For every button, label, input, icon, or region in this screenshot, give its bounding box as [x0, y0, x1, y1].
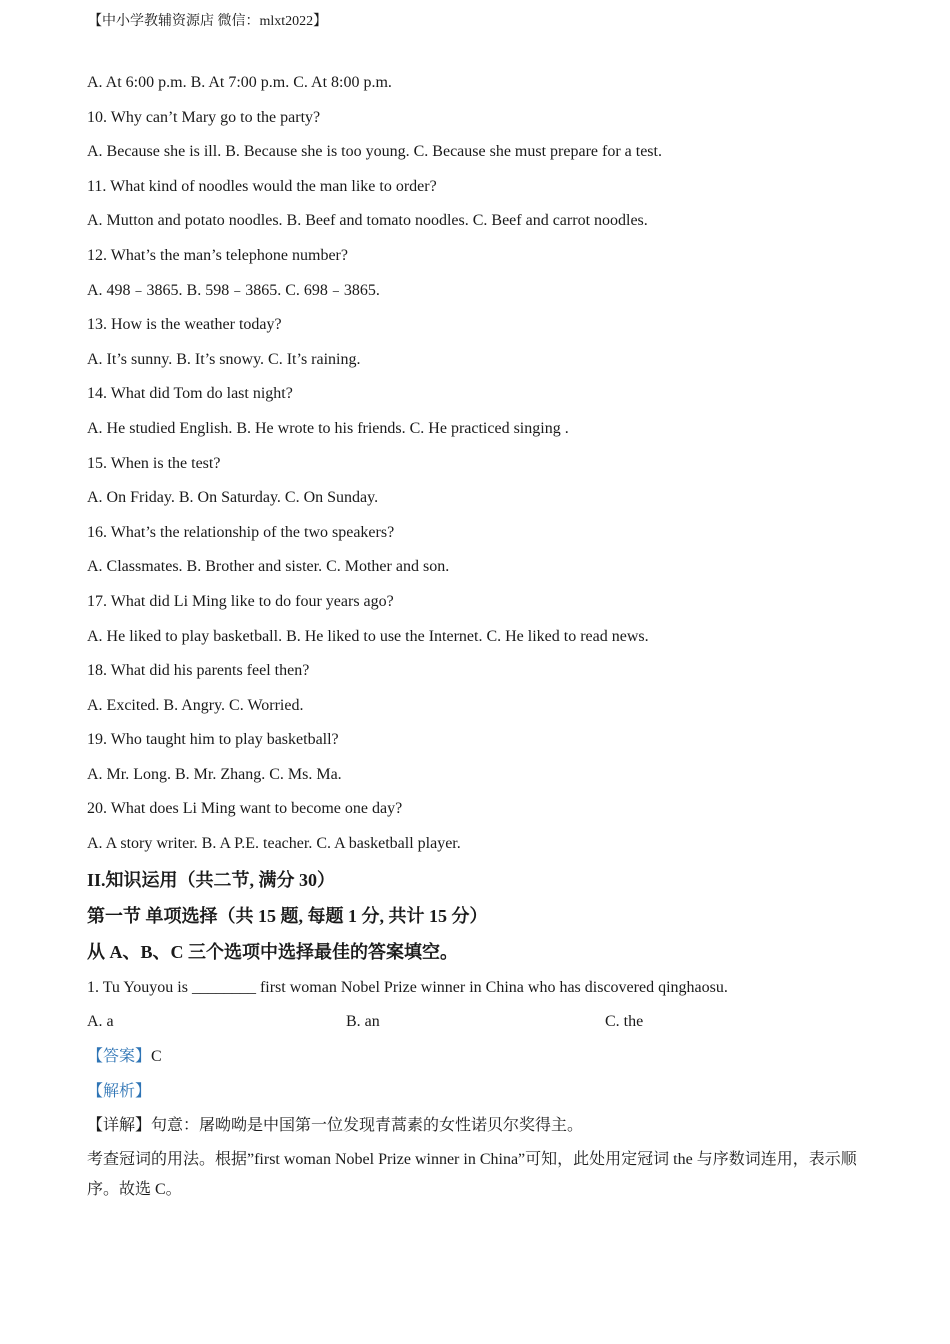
detail-line: 【详解】句意：屠呦呦是中国第一位发现青蒿素的女性诺贝尔奖得主。: [87, 1117, 584, 1135]
listening-options-17: A. He liked to play basketball. B. He liked to use the Internet. C. He liked to read news.: [87, 627, 649, 645]
listening-options-18: A. Excited. B. Angry. C. Worried.: [87, 696, 304, 714]
listening-question-16: 16. What’s the relationship of the two speakers?: [87, 523, 395, 541]
listening-option-line: A. At 6:00 p.m. B. At 7:00 p.m. C. At 8:00 p.m.: [87, 74, 392, 91]
answer-line: [87, 1047, 867, 1067]
question-1-options: [87, 1012, 867, 1032]
listening-question-11: 11. What kind of noodles would the man like to order?: [87, 177, 437, 195]
part-title: II.知识运用（共二节, 满分 30）: [87, 869, 336, 890]
listening-question-14: 14. What did Tom do last night?: [87, 385, 293, 403]
analysis-line: [87, 1082, 867, 1102]
listening-question-19: 19. Who taught him to play basketball?: [87, 731, 339, 749]
explanation-paragraph: 考查冠词的用法。根据”first woman Nobel Prize winner in China”可知，此处用定冠词 the 与序数词连用，表示顺序。故选 C。: [87, 1150, 857, 1198]
listening-question-18: 18. What did his parents feel then?: [87, 662, 310, 680]
header-note: 【中小学教辅资源店 微信：mlxt2022】: [88, 14, 328, 29]
listening-options-16: A. Classmates. B. Brother and sister. C. Mother and son.: [87, 558, 450, 576]
section-sub-title: 第一节 单项选择（共 15 题, 每题 1 分, 共计 15 分）: [87, 906, 488, 927]
document-body: [87, 73, 867, 1205]
option-c: C. the: [605, 1013, 644, 1031]
listening-question-10: 10. Why can’t Mary go to the party?: [87, 108, 321, 126]
listening-options-12: A. 498﹣3865. B. 598﹣3865. C. 698﹣3865.: [87, 281, 380, 299]
section-instruction: 从 A、B、C 三个选项中选择最佳的答案填空。: [87, 942, 459, 963]
listening-question-12: 12. What’s the man’s telephone number?: [87, 246, 348, 264]
listening-options-20: A. A story writer. B. A P.E. teacher. C. A basketball player.: [87, 835, 461, 853]
answer-value: C: [151, 1048, 162, 1066]
option-b: B. an: [346, 1013, 380, 1031]
listening-question-20: 20. What does Li Ming want to become one day?: [87, 800, 403, 818]
listening-question-17: 17. What did Li Ming like to do four years ago?: [87, 592, 394, 610]
listening-question-15: 15. When is the test?: [87, 454, 221, 472]
answer-label: 【答案】: [87, 1048, 152, 1066]
listening-options-15: A. On Friday. B. On Saturday. C. On Sunday.: [87, 489, 379, 507]
listening-options-19: A. Mr. Long. B. Mr. Zhang. C. Ms. Ma.: [87, 765, 342, 783]
listening-options-13: A. It’s sunny. B. It’s snowy. C. It’s raining.: [87, 350, 361, 368]
listening-question-13: 13. How is the weather today?: [87, 316, 282, 334]
question-1-stem: 1. Tu Youyou is ________ first woman Nobel Prize winner in China who has discovered qinghaosu.: [87, 978, 728, 996]
option-a: A. a: [87, 1013, 114, 1031]
listening-options-11: A. Mutton and potato noodles. B. Beef and tomato noodles. C. Beef and carrot noodles.: [87, 212, 648, 230]
analysis-label: 【解析】: [87, 1082, 152, 1100]
listening-options-14: A. He studied English. B. He wrote to his friends. C. He practiced singing .: [87, 419, 569, 437]
listening-options-10: A. Because she is ill. B. Because she is too young. C. Because she must prepare for a test.: [87, 143, 662, 161]
